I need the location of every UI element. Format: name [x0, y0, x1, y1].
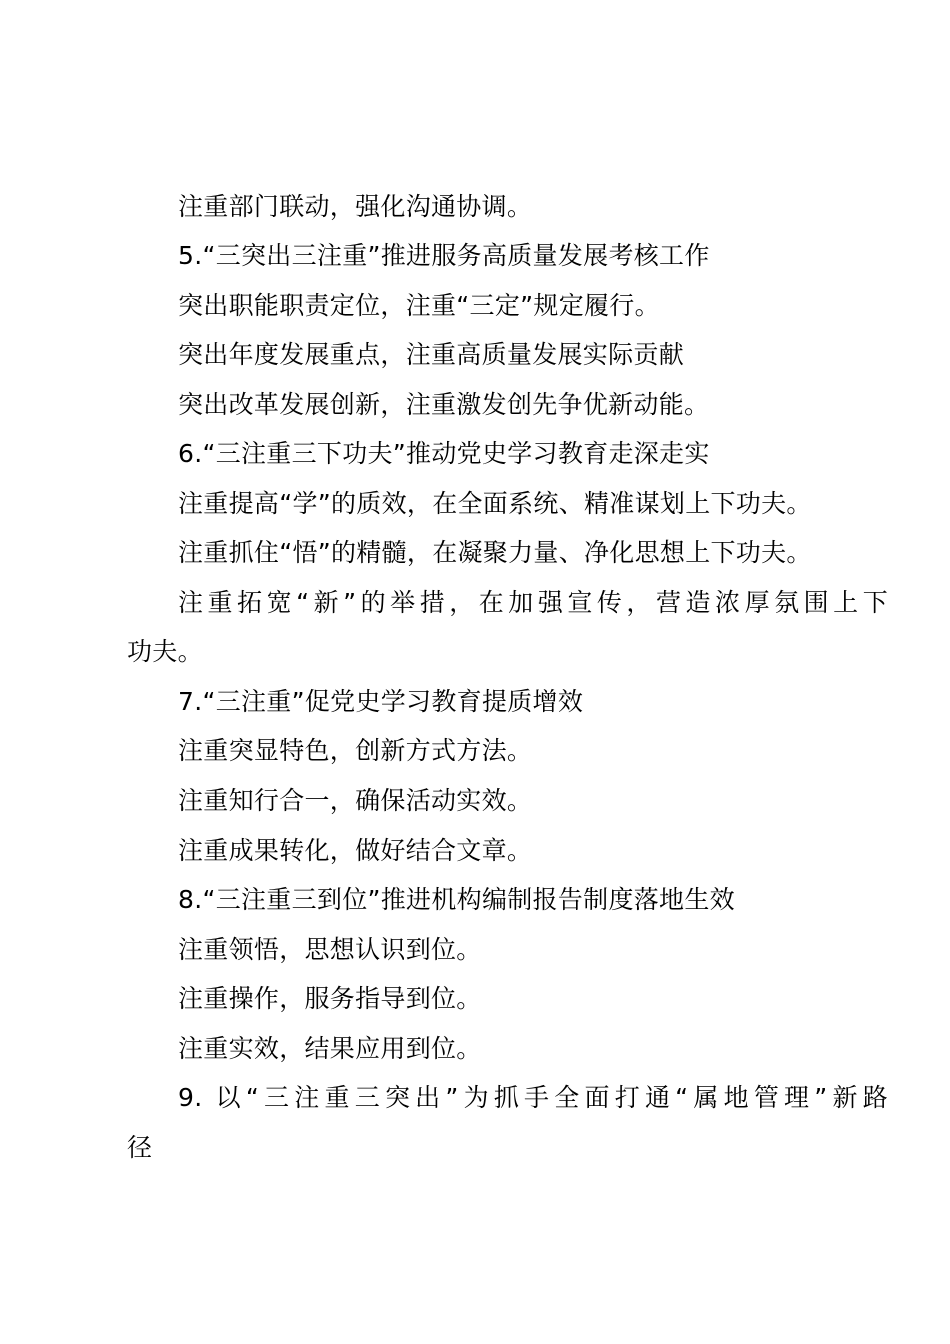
paragraph-line-continuation: 功夫。	[127, 637, 203, 666]
paragraph-line: 注重领悟，思想认识到位。	[178, 935, 482, 964]
paragraph-line: 注重部门联动，强化沟通协调。	[178, 192, 533, 221]
section-heading-7: 7.“三注重”促党史学习教育提质增效	[178, 687, 584, 716]
paragraph-line: 注重拓宽“新”的举措，在加强宣传，营造浓厚氛围上下	[178, 588, 888, 617]
paragraph-line: 突出改革发展创新，注重激发创先争优新动能。	[178, 390, 710, 419]
paragraph-line: 注重操作，服务指导到位。	[178, 984, 482, 1013]
section-heading-9: 9. 以“三注重三突出”为抓手全面打通“属地管理”新路	[178, 1083, 888, 1112]
paragraph-line: 注重提高“学”的质效，在全面系统、精准谋划上下功夫。	[178, 489, 812, 518]
paragraph-line: 注重实效，结果应用到位。	[178, 1034, 482, 1063]
paragraph-line: 注重知行合一，确保活动实效。	[178, 786, 533, 815]
paragraph-line: 突出年度发展重点，注重高质量发展实际贡献	[178, 340, 685, 369]
section-heading-6: 6.“三注重三下功夫”推动党史学习教育走深走实	[178, 439, 710, 468]
paragraph-line: 注重成果转化，做好结合文章。	[178, 836, 533, 865]
section-heading-8: 8.“三注重三到位”推进机构编制报告制度落地生效	[178, 885, 735, 914]
section-heading-5: 5.“三突出三注重”推进服务高质量发展考核工作	[178, 241, 710, 270]
paragraph-line: 注重突显特色，创新方式方法。	[178, 736, 533, 765]
paragraph-line: 突出职能职责定位，注重“三定”规定履行。	[178, 291, 660, 320]
paragraph-line: 注重抓住“悟”的精髓，在凝聚力量、净化思想上下功夫。	[178, 538, 812, 567]
section-heading-9-continuation: 径	[127, 1133, 153, 1162]
